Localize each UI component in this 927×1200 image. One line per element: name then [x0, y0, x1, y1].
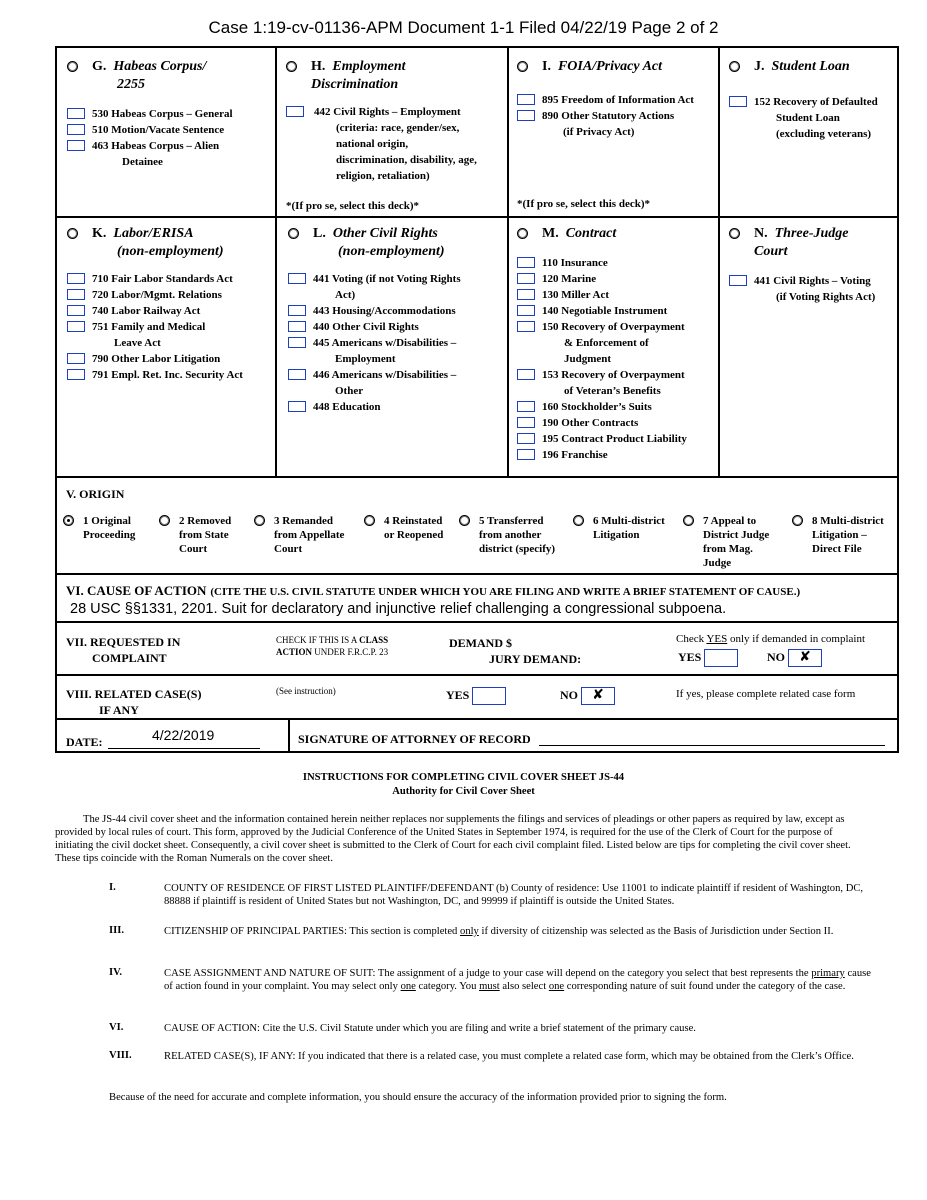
section-letter: M.	[542, 226, 559, 241]
checkbox[interactable]	[67, 369, 85, 380]
checkbox[interactable]	[517, 257, 535, 268]
section-title: Court	[754, 244, 788, 259]
section-letter: J.	[754, 59, 765, 74]
section-number: III.	[109, 925, 125, 936]
origin-option[interactable]: 7 Appeal to District Judge from Mag. Judge	[683, 514, 769, 570]
radio-origin-3[interactable]	[254, 515, 265, 526]
checkbox[interactable]	[729, 275, 747, 286]
item-label: 895 Freedom of Information Act	[542, 94, 694, 106]
origin-option[interactable]: 1 Original Proceeding	[63, 514, 135, 542]
checkbox[interactable]	[517, 321, 535, 332]
section-letter: H.	[311, 59, 326, 74]
section-n	[729, 225, 899, 305]
checkbox[interactable]	[288, 305, 306, 316]
checkbox[interactable]	[67, 289, 85, 300]
divider	[57, 674, 897, 676]
section-m	[517, 225, 717, 463]
checkbox[interactable]	[517, 110, 535, 121]
instruction-text: CASE ASSIGNMENT AND NATURE OF SUIT: The assignment of a judge to your case will depend on the category you select that best represents the primary cause of action found in your complaint. You may select only one category. You must also select one corresponding nature of suit found under the category of the case.	[164, 968, 871, 992]
divider	[57, 621, 897, 623]
checkbox[interactable]	[288, 273, 306, 284]
item-label: 440 Other Civil Rights	[313, 321, 419, 333]
radio-j[interactable]	[729, 61, 740, 72]
instruction-text: CITIZENSHIP OF PRINCIPAL PARTIES: This section is completed only if diversity of citizenship was selected as the Basis of Jurisdiction under Section II.	[164, 926, 834, 937]
item-label: 740 Labor Railway Act	[92, 305, 201, 317]
divider	[57, 718, 897, 720]
checkbox[interactable]	[517, 289, 535, 300]
radio-i[interactable]	[517, 61, 528, 72]
item-label: (if Voting Rights Act)	[776, 291, 876, 303]
origin-option[interactable]: 2 Removed from State Court	[159, 514, 231, 556]
item-label: 441 Voting (if not Voting Rights	[313, 273, 461, 285]
item-label: 150 Recovery of Overpayment	[542, 321, 685, 333]
item-label: 710 Fair Labor Standards Act	[92, 273, 233, 285]
item-label: 463 Habeas Corpus – Alien	[92, 140, 220, 152]
item-label: 442 Civil Rights – Employment	[314, 106, 461, 118]
check-yes-note: Check YES only if demanded in complaint	[676, 633, 866, 645]
checkbox[interactable]	[288, 337, 306, 348]
checkbox[interactable]	[67, 124, 85, 135]
radio-origin-2[interactable]	[159, 515, 170, 526]
checkbox[interactable]	[517, 449, 535, 460]
related-title: VIII. RELATED CASE(S) IF ANY	[66, 687, 202, 717]
item-label: Leave Act	[114, 337, 161, 349]
radio-origin-1[interactable]	[63, 515, 74, 526]
item-label: 120 Marine	[542, 273, 597, 285]
checkbox[interactable]	[729, 96, 747, 107]
checkbox[interactable]	[288, 401, 306, 412]
item-label: Act)	[335, 289, 356, 301]
jury-yes: YES	[678, 649, 738, 667]
section-title: Habeas Corpus/	[113, 59, 207, 74]
item-label: 445 Americans w/Disabilities –	[313, 337, 457, 349]
item-label: national origin,	[336, 138, 409, 150]
section-title: Three-Judge	[774, 226, 849, 241]
item-label: 195 Contract Product Liability	[542, 433, 687, 445]
divider	[507, 48, 509, 476]
related-no: NO ✘	[560, 687, 615, 705]
radio-origin-4[interactable]	[364, 515, 375, 526]
section-title: Contract	[565, 226, 617, 241]
instruction-text: CAUSE OF ACTION: Cite the U.S. Civil Statute under which you are filing and write a brief statement of the primary cause.	[164, 1023, 696, 1034]
checkbox[interactable]	[67, 273, 85, 284]
section-title: Employment	[332, 59, 406, 74]
item-label: 791 Empl. Ret. Inc. Security Act	[92, 369, 243, 381]
checkbox[interactable]	[67, 305, 85, 316]
item-label: 443 Housing/Accommodations	[313, 305, 456, 317]
item-label: 152 Recovery of Defaulted	[754, 96, 878, 108]
section-title: (non-employment)	[338, 244, 445, 259]
divider	[288, 718, 290, 753]
instructions-subtitle: Authority for Civil Cover Sheet	[392, 786, 535, 797]
related-no-checkbox[interactable]: ✘	[581, 687, 615, 705]
date-line	[108, 748, 260, 749]
radio-k[interactable]	[67, 228, 78, 239]
item-label: 510 Motion/Vacate Sentence	[92, 124, 225, 136]
item-label: (if Privacy Act)	[563, 126, 635, 138]
item-label: 190 Other Contracts	[542, 417, 639, 429]
radio-l[interactable]	[288, 228, 299, 239]
civil-cover-sheet-form	[55, 46, 899, 753]
instructions-intro: The JS-44 civil cover sheet and the information contained herein neither replaces nor supplements the filings and services of pleadings or other papers as required by law, except as provided by local rules of court. This form, approved by the Judicial Conference of the United States in September 1974, is required for the use of the Clerk of Court for the purpose of initiating the civil docket sheet. Consequently, a civil cover sheet is submitted to the Clerk of Court for each civil complaint filed. Listed below are tips for completing the civil cover sheet. These tips coincide with the Roman Numerals on the cover sheet.	[55, 814, 851, 864]
origin-option[interactable]: 4 Reinstated or Reopened	[364, 514, 443, 542]
closing-note: Because of the need for accurate and complete information, you should ensure the accuracy of the information provided prior to signing the form.	[109, 1092, 727, 1103]
section-number: VI.	[109, 1022, 124, 1033]
radio-origin-8[interactable]	[792, 515, 803, 526]
item-label: (criteria: race, gender/sex,	[336, 122, 460, 134]
checkbox[interactable]	[67, 108, 85, 119]
checkbox[interactable]	[517, 305, 535, 316]
origin-option[interactable]: 5 Transferred from another district (specify)	[459, 514, 555, 556]
signature-label: SIGNATURE OF ATTORNEY OF RECORD	[298, 732, 531, 746]
jury-demand-label: JURY DEMAND:	[489, 652, 582, 666]
section-title: 2255	[117, 77, 145, 92]
section-g	[67, 58, 267, 170]
checkbox[interactable]	[517, 401, 535, 412]
see-instruction: (See instruction)	[276, 686, 336, 696]
origin-option[interactable]: 6 Multi-district Litigation	[573, 514, 665, 542]
jury-no: NO ✘	[767, 649, 822, 667]
checkbox[interactable]	[286, 106, 304, 117]
pro-se-note: *(If pro se, select this deck)*	[517, 198, 650, 210]
section-number: IV.	[109, 967, 123, 978]
origin-options	[57, 478, 897, 573]
item-label: Judgment	[564, 353, 612, 365]
item-label: 153 Recovery of Overpayment	[542, 369, 685, 381]
radio-n[interactable]	[729, 228, 740, 239]
jury-yes-checkbox[interactable]	[704, 649, 738, 667]
origin-option[interactable]: 8 Multi-district Litigation – Direct File	[792, 514, 884, 556]
item-label: 530 Habeas Corpus – General	[92, 108, 233, 120]
item-label: Detainee	[122, 156, 163, 168]
checkbox[interactable]	[517, 94, 535, 105]
case-header: Case 1:19-cv-01136-APM Document 1-1 Filed 04/22/19 Page 2 of 2	[208, 18, 719, 37]
checkbox[interactable]	[288, 369, 306, 380]
instruction-text: COUNTY OF RESIDENCE OF FIRST LISTED PLAINTIFF/DEFENDANT (b) County of residence: Use 11001 to indicate plaintiff if resident of Washington, DC, 88888 if plaintiff is resident of United States but not Washington, DC, and 99999 if plaintiff is outside the United States.	[164, 883, 864, 907]
jury-no-checkbox[interactable]: ✘	[788, 649, 822, 667]
related-yes-checkbox[interactable]	[472, 687, 506, 705]
radio-g[interactable]	[67, 61, 78, 72]
section-number: VIII.	[109, 1050, 132, 1061]
cause-heading	[66, 582, 800, 600]
demand-label: DEMAND $	[449, 636, 512, 650]
radio-origin-5[interactable]	[459, 515, 470, 526]
origin-title: V. ORIGIN	[66, 487, 125, 501]
item-label: 160 Stockholder’s Suits	[542, 401, 652, 413]
item-label: 790 Other Labor Litigation	[92, 353, 221, 365]
requested-title: VII. REQUESTED IN COMPLAINT	[66, 635, 181, 665]
section-letter: G.	[92, 59, 107, 74]
date-value[interactable]: 4/22/2019	[152, 727, 215, 743]
section-letter: I.	[542, 59, 551, 74]
checkbox[interactable]	[517, 433, 535, 444]
cause-instruction: (CITE THE U.S. CIVIL STATUTE UNDER WHICH YOU ARE FILING AND WRITE A BRIEF STATEMENT OF CAUSE.)	[210, 586, 801, 598]
item-label: 890 Other Statutory Actions	[542, 110, 675, 122]
origin-option[interactable]: 3 Remanded from Appellate Court	[254, 514, 344, 556]
class-action-check: CHECK IF THIS IS A CLASS ACTION UNDER F.R.C.P. 23	[276, 635, 389, 657]
checkbox[interactable]	[517, 273, 535, 284]
item-label: 751 Family and Medical	[92, 321, 206, 333]
item-label: 446 Americans w/Disabilities –	[313, 369, 457, 381]
section-number: I.	[109, 882, 116, 893]
divider	[718, 48, 720, 476]
item-label: Student Loan	[776, 112, 840, 124]
radio-m[interactable]	[517, 228, 528, 239]
item-label: & Enforcement of	[564, 337, 649, 349]
section-title: Other Civil Rights	[332, 226, 438, 241]
section-title: (non-employment)	[117, 244, 224, 259]
section-letter: L.	[313, 226, 326, 241]
divider	[57, 216, 897, 218]
checkbox[interactable]	[517, 417, 535, 428]
cause-title: VI. CAUSE OF ACTION	[66, 583, 207, 598]
related-yes: YES	[446, 687, 506, 705]
item-label: religion, retaliation)	[336, 170, 430, 182]
checkbox[interactable]	[67, 321, 85, 332]
section-title: Student Loan	[771, 59, 850, 74]
pro-se-note: *(If pro se, select this deck)*	[286, 200, 419, 212]
divider	[57, 573, 897, 575]
instructions-heading	[0, 771, 927, 799]
checkbox[interactable]	[67, 140, 85, 151]
section-title: FOIA/Privacy Act	[557, 59, 663, 74]
item-label: Employment	[335, 353, 396, 365]
section-l	[288, 225, 503, 415]
section-j	[729, 58, 899, 142]
section-title: Labor/ERISA	[113, 226, 194, 241]
item-label: discrimination, disability, age,	[336, 154, 477, 166]
related-note: If yes, please complete related case form	[676, 688, 856, 700]
section-h	[286, 58, 501, 184]
checkbox[interactable]	[67, 353, 85, 364]
date-label: DATE:	[66, 735, 103, 749]
item-label: 110 Insurance	[542, 257, 608, 269]
section-title: Discrimination	[311, 77, 399, 92]
section-letter: K.	[92, 226, 107, 241]
instruction-text: RELATED CASE(S), IF ANY: If you indicated that there is a related case, you must complete a related case form, which may be obtained from the Clerk’s Office.	[164, 1051, 854, 1062]
item-label: Other	[335, 385, 364, 397]
item-label: (excluding veterans)	[776, 128, 872, 140]
item-label: 441 Civil Rights – Voting	[754, 275, 871, 287]
section-letter: N.	[754, 226, 768, 241]
checkbox[interactable]	[517, 369, 535, 380]
checkbox[interactable]	[288, 321, 306, 332]
section-i	[517, 58, 717, 140]
item-label: 196 Franchise	[542, 449, 608, 461]
radio-h[interactable]	[286, 61, 297, 72]
item-label: 130 Miller Act	[542, 289, 609, 301]
section-k	[67, 225, 272, 383]
instructions-title: INSTRUCTIONS FOR COMPLETING CIVIL COVER SHEET JS-44	[302, 772, 625, 783]
item-label: 140 Negotiable Instrument	[542, 305, 668, 317]
divider	[275, 48, 277, 476]
radio-origin-7[interactable]	[683, 515, 694, 526]
cause-statement[interactable]: 28 USC §§1331, 2201. Suit for declaratory and injunctive relief challenging a congressional subpoena.	[70, 601, 727, 617]
signature-line[interactable]	[539, 745, 885, 746]
radio-origin-6[interactable]	[573, 515, 584, 526]
item-label: of Veteran’s Benefits	[564, 385, 661, 397]
item-label: 448 Education	[313, 401, 381, 413]
item-label: 720 Labor/Mgmt. Relations	[92, 289, 222, 301]
